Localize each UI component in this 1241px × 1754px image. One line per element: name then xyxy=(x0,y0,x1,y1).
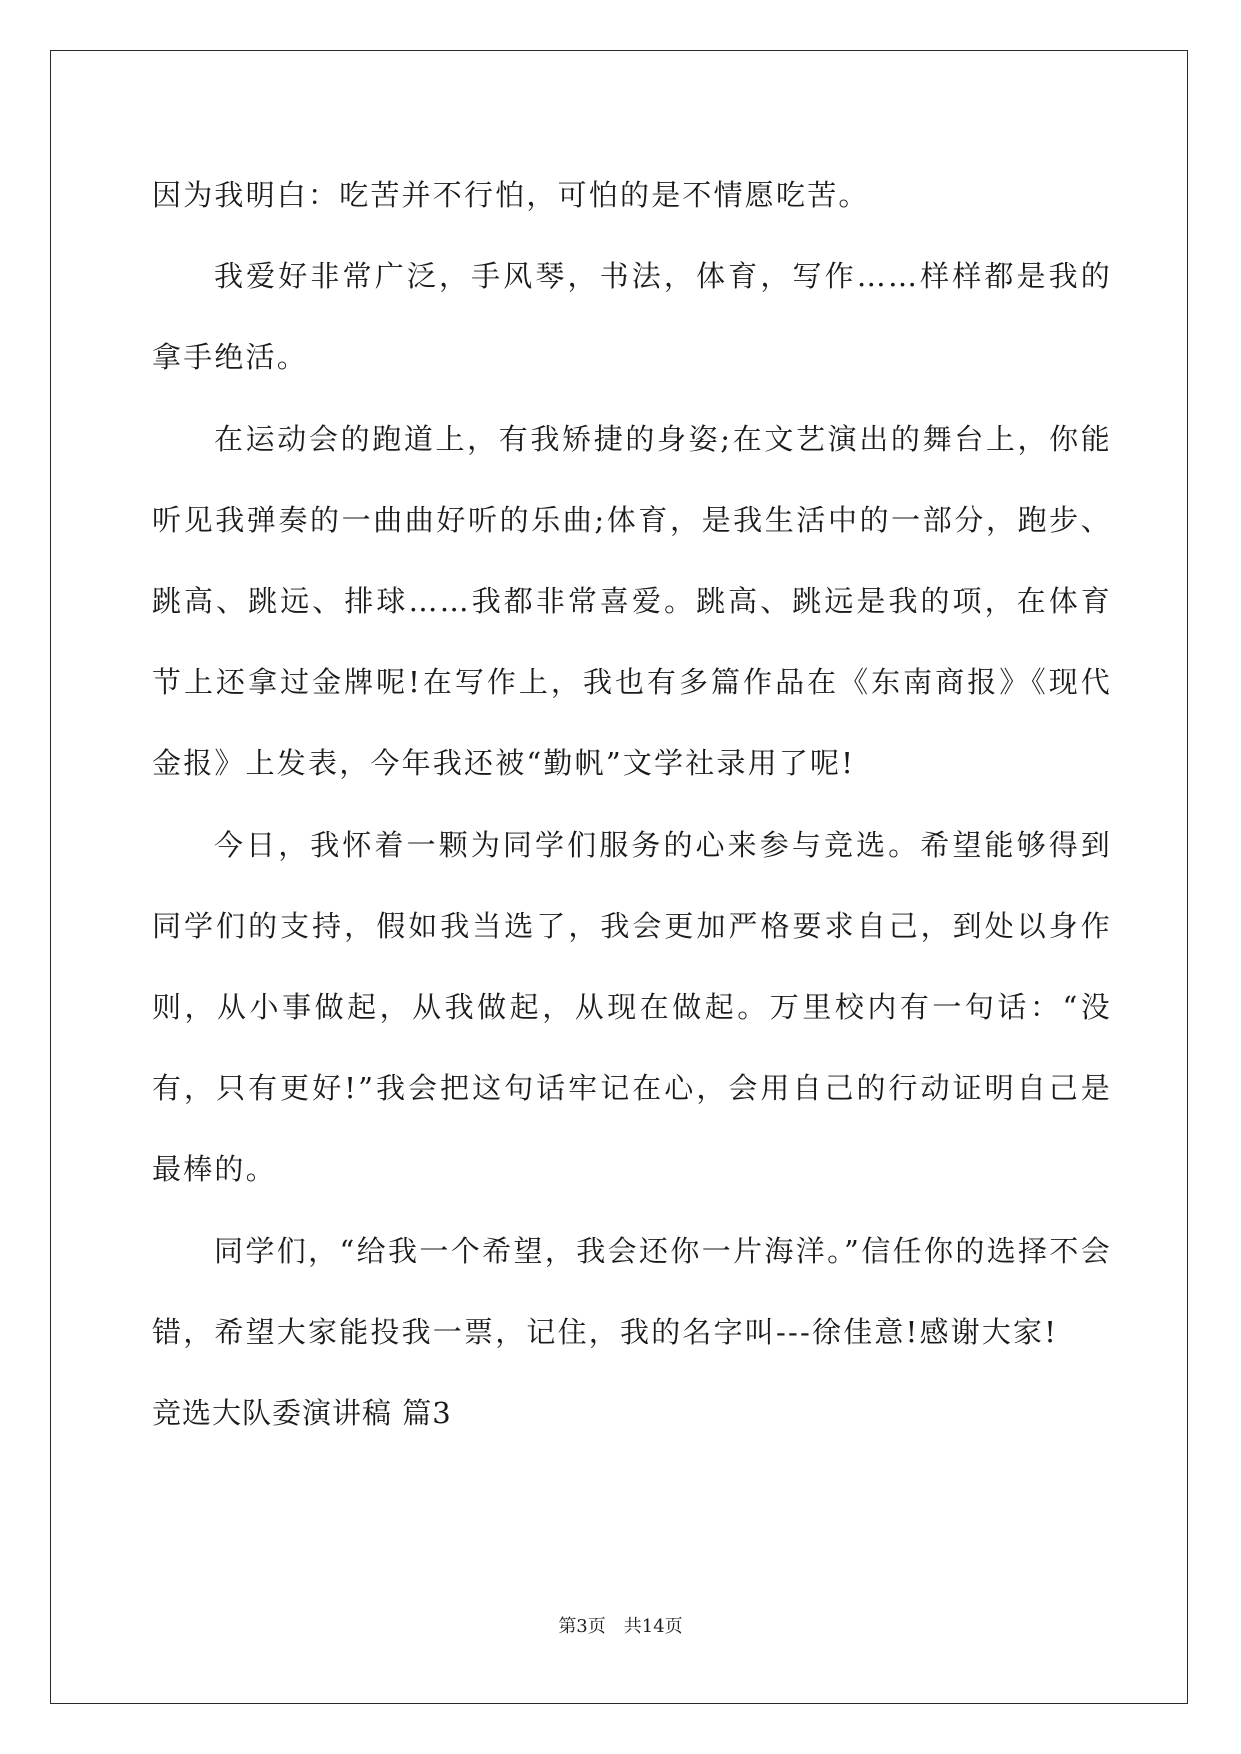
paragraph-4: 今日，我怀着一颗为同学们服务的心来参与竞选。希望能够得到同学们的支持，假如我当选了，我会更加严格要求自己，到处以身作则，从小事做起，从我做起，从现在做起。万里校内有一句话：“没有，只有更好!”我会把这句话牢记在心，会用自己的行动证明自己是最棒的。 xyxy=(152,827,1112,1187)
page-total: 共14页 xyxy=(623,1616,683,1637)
paragraph-2: 我爱好非常广泛，手风琴，书法，体育，写作……样样都是我的拿手绝活。 xyxy=(152,259,1112,375)
section-heading: 竞选大队委演讲稿 篇3 xyxy=(152,1396,452,1431)
paragraph-5: 同学们，“给我一个希望，我会还你一片海洋。”信任你的选择不会错，希望大家能投我一票，记住，我的名字叫---徐佳意!感谢大家! xyxy=(152,1233,1112,1349)
paragraph-1: 因为我明白：吃苦并不行怕，可怕的是不情愿吃苦。 xyxy=(152,178,870,212)
page-footer xyxy=(0,1612,1241,1638)
page-number: 第3页 xyxy=(558,1616,606,1637)
paragraph-3: 在运动会的跑道上，有我矫捷的身姿;在文艺演出的舞台上，你能听见我弹奏的一曲曲好听的乐曲;体育，是我生活中的一部分，跑步、跳高、跳远、排球……我都非常喜爱。跳高、跳远是我的项，在体育节上还拿过金牌呢!在写作上，我也有多篇作品在《东南商报》《现代金报》上发表，今年我还被“勤帆”文学社录用了呢! xyxy=(152,421,1112,781)
document-body xyxy=(152,155,1112,1454)
